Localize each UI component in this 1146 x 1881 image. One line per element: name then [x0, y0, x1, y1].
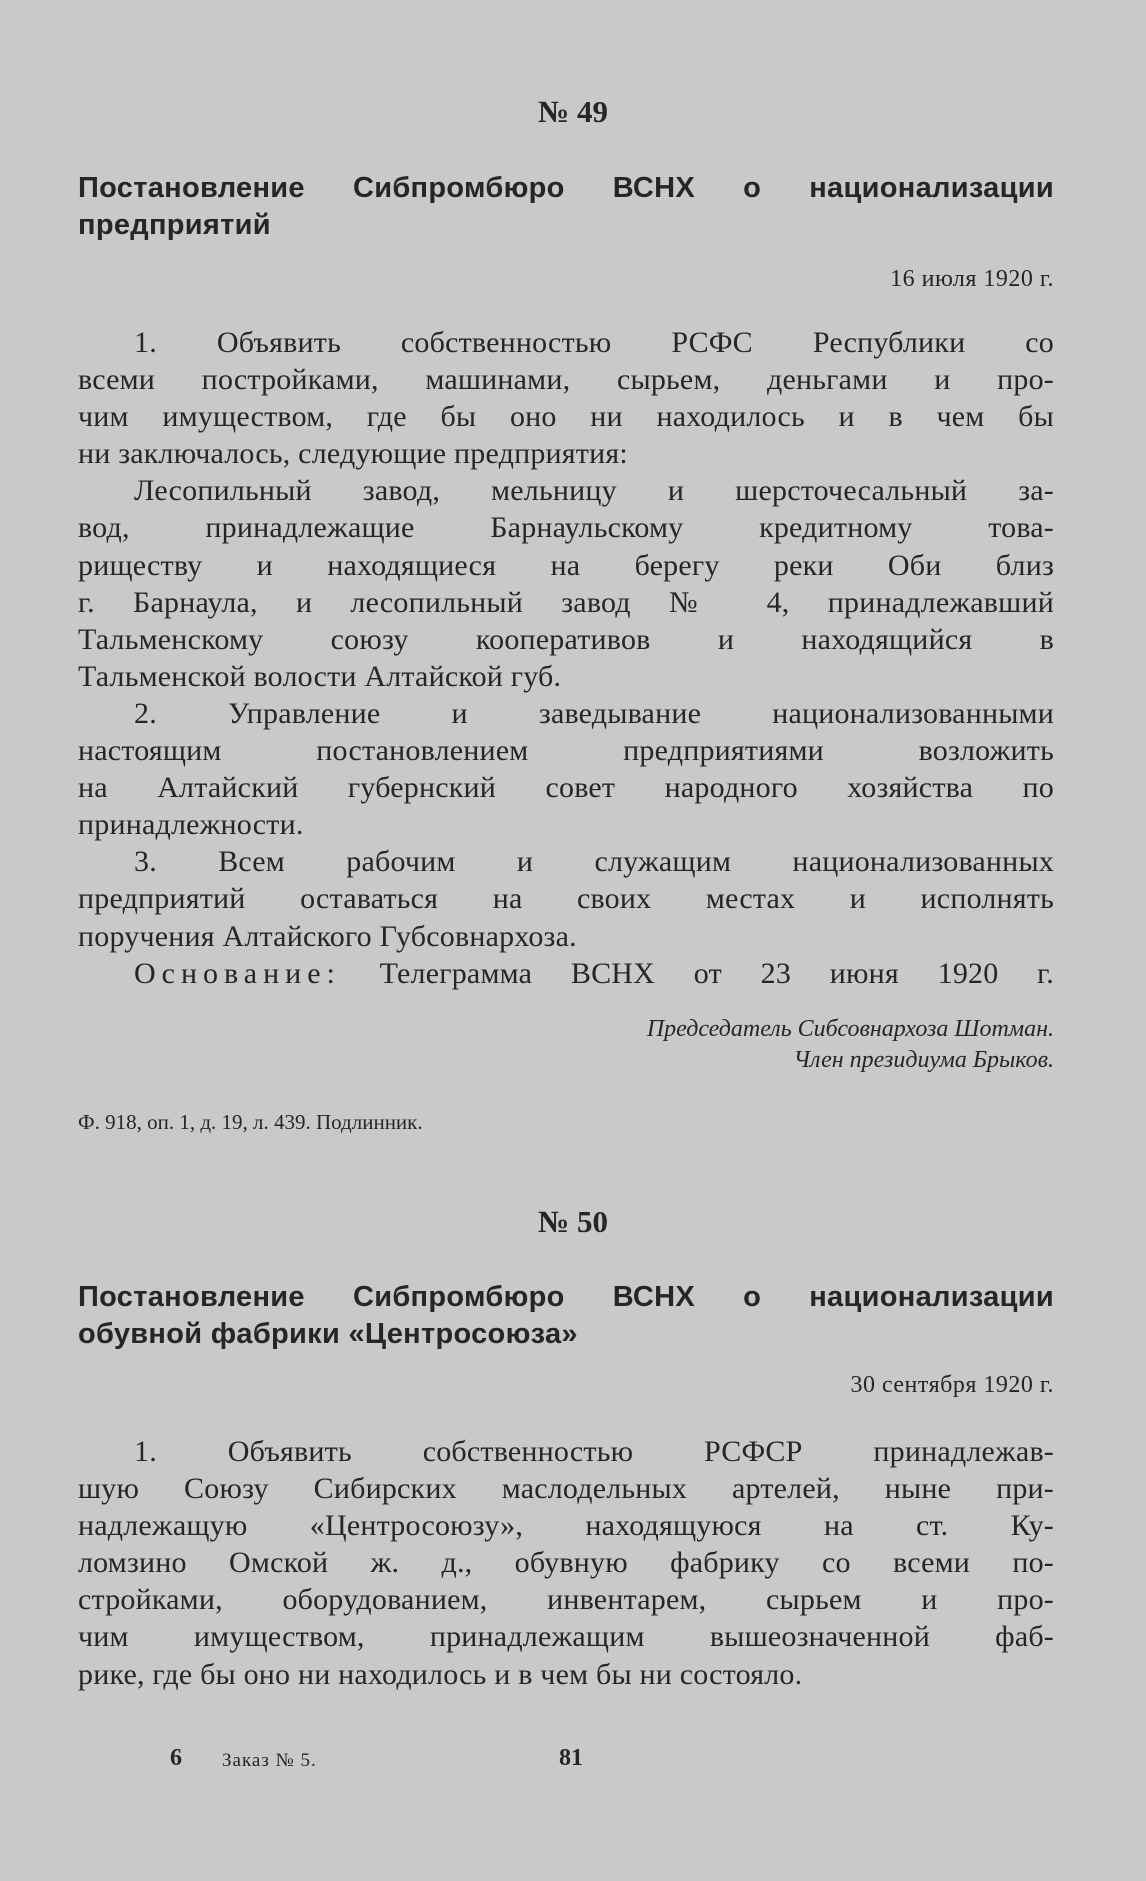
body-line: всеми постройками, машинами, сырьем, деньгами и про-	[78, 363, 1054, 397]
signature-mark: 6	[170, 1745, 182, 1771]
body-line: чим имуществом, принадлежащим вышеозначенной фаб-	[78, 1620, 1054, 1654]
archive-source: Ф. 918, оп. 1, д. 19, л. 439. Подлинник.	[78, 1110, 423, 1134]
signature-line: Председатель Сибсовнархоза Шотман.	[646, 1016, 1054, 1042]
body-line: шую Союзу Сибирских маслодельных артелей, ныне при-	[78, 1472, 1054, 1506]
document-title	[78, 170, 1054, 244]
body-line: стройками, оборудованием, инвентарем, сырьем и про-	[78, 1583, 1054, 1617]
title-line: Постановление Сибпромбюро ВСНХ о национализации	[78, 1281, 1054, 1313]
order-number: Заказ № 5.	[222, 1750, 317, 1771]
title-line: обувной фабрики «Центросоюза»	[78, 1318, 578, 1351]
basis-line	[78, 955, 1054, 992]
body-line: надлежащую «Центросоюзу», находящуюся на ст. Ку-	[78, 1509, 1054, 1543]
document-body	[78, 324, 1054, 992]
title-line: предприятий	[78, 209, 271, 242]
body-line: 3. Всем рабочим и служащим национализованных	[134, 845, 1054, 879]
basis-label: Основание:	[134, 956, 341, 990]
body-line: 2. Управление и заведывание национализованными	[134, 696, 1054, 730]
basis-text: Телеграмма ВСНХ от 23 июня 1920 г.	[379, 956, 1054, 990]
document-number: № 50	[538, 1204, 608, 1239]
body-line: риществу и находящиеся на берегу реки Оби близ	[78, 548, 1054, 582]
body-line: чим имуществом, где бы оно ни находилось и в чем бы	[78, 400, 1054, 434]
title-line: Постановление Сибпромбюро ВСНХ о национализации	[78, 172, 1054, 204]
body-line: 1. Объявить собственностью РСФС Республики со	[134, 326, 1054, 359]
body-line: Тальменскому союзу кооперативов и находящийся в	[78, 622, 1054, 656]
body-line: настоящим постановлением предприятиями возложить	[78, 734, 1054, 768]
body-line: Лесопильный завод, мельницу и шерсточесальный за-	[134, 474, 1054, 508]
body-line: принадлежности.	[78, 808, 304, 842]
body-line: ломзино Омской ж. д., обувную фабрику со всеми по-	[78, 1546, 1054, 1580]
document-date: 16 июля 1920 г.	[890, 266, 1054, 292]
document-number: № 49	[538, 94, 608, 129]
body-line: поручения Алтайского Губсовнархоза.	[78, 919, 577, 953]
body-line: 1. Объявить собственностью РСФСР принадлежав-	[134, 1435, 1054, 1468]
document-body	[78, 1433, 1054, 1693]
body-line: предприятий оставаться на своих местах и исполнять	[78, 882, 1054, 916]
document-date: 30 сентября 1920 г.	[850, 1372, 1054, 1398]
body-line: вод, принадлежащие Барнаульскому кредитному това-	[78, 511, 1054, 545]
document-title	[78, 1279, 1054, 1353]
page-number: 81	[559, 1745, 583, 1771]
body-line: на Алтайский губернский совет народного хозяйства по	[78, 771, 1054, 805]
signatures	[647, 1014, 1054, 1076]
body-line: Тальменской волости Алтайской губ.	[78, 659, 562, 693]
body-line: ни заключалось, следующие предприятия:	[78, 437, 628, 471]
body-line: г. Барнаула, и лесопильный завод № 4, принадлежавший	[78, 585, 1054, 619]
signature-line: Член президиума Брыков.	[793, 1047, 1054, 1073]
body-line: рике, где бы оно ни находилось и в чем бы ни состояло.	[78, 1657, 803, 1691]
